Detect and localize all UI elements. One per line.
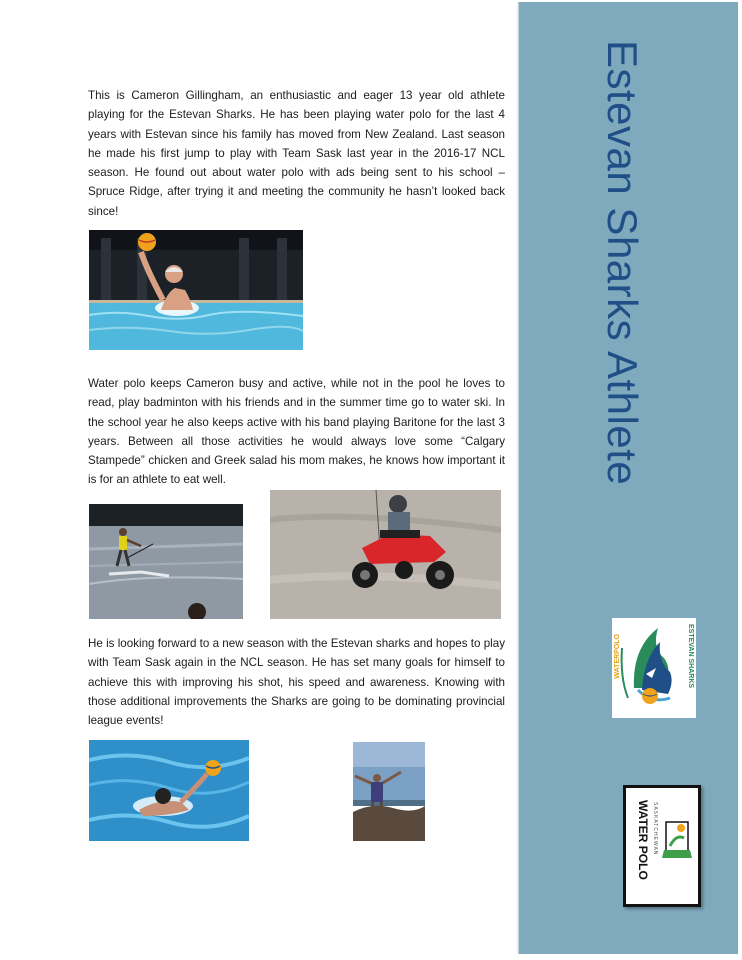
logo-text-saskatchewan: SASKATCHEWAN [652,802,658,856]
article-paragraph-activities: Water polo keeps Cameron busy and active, while not in the pool he loves to read, play badminton with his friends and in the summer time go to water ski. In the school year he also keeps active with his band playing Baritone for the last 3 years. Between all those activities he would always love some “Calgary Stampede” chicken and Greek salad his mom makes, he knows how important it is for an athlete to eat well. [88,377,505,487]
water-polo-sask-logo [623,785,701,907]
estevan-sharks-logo [612,618,696,718]
article-paragraph-goals: He is looking forward to a new season with the Estevan sharks and hopes to play with Team Sask again in the NCL season. He has set many goals for himself to achieve this with improving his shot, his speed and awareness. Knowing with those additional improvements the Sharks are going to be dominating provincial league events! [88,637,505,728]
logo-text-estevan-sharks: ESTEVAN SHARKS [687,624,694,689]
photo-rock-pose [353,742,425,841]
logo-text-waterpolo: WATERPOLO [614,634,621,679]
sidebar-title: Estevan Sharks Athlete [599,40,646,486]
photo-water-ski [89,504,243,619]
photo-waterpolo-throw [89,230,303,350]
photo-swimming-ball [89,740,249,841]
photo-atv-beach [270,490,501,619]
logo-text-water-polo: WATER POLO [636,800,650,880]
article-paragraph-intro: This is Cameron Gillingham, an enthusiastic and eager 13 year old athlete playing for the Estevan Sharks. He has been playing water polo for the last 4 years with Estevan since his family has moved from New Zealand. Last season he made his first jump to play with Team Sask last year in the 2016-17 NCL season. He found out about water polo with ads being sent to his school – Spruce Ridge, after trying it and meeting the community he hasn’t looked back since! [88,89,505,218]
